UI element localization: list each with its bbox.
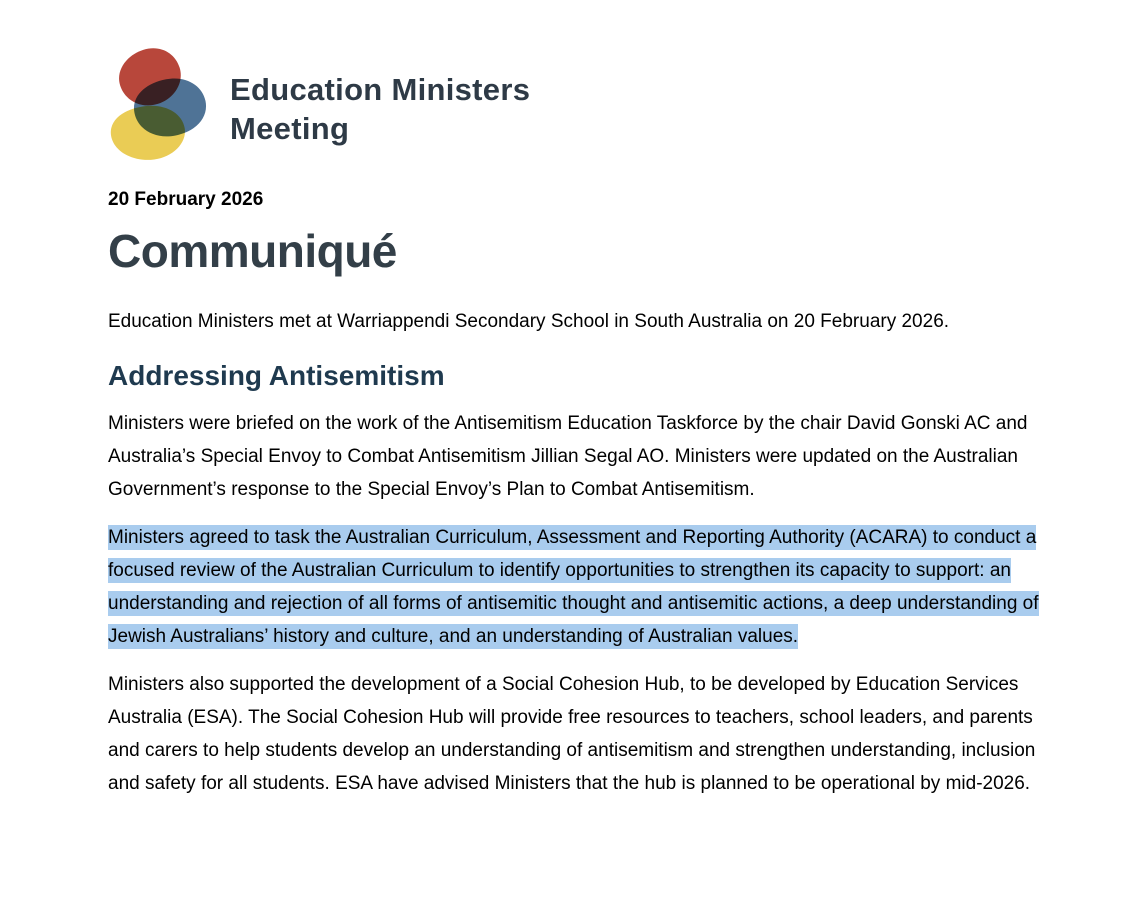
paragraph-acara-review bbox=[108, 521, 1058, 653]
document-date: 20 February 2026 bbox=[108, 189, 264, 210]
intro-paragraph: Education Ministers met at Warriappendi Secondary School in South Australia on 20 February 2026. bbox=[108, 311, 950, 332]
org-name-line1: Education Ministers bbox=[230, 72, 531, 107]
selected-text[interactable]: Ministers agreed to task the Australian Curriculum, Assessment and Reporting Authority (ACARA) to conduct a focused review of the Australian Curriculum to identify opportunities to strengthen its capacity to support: an understanding and rejection of all forms of antisemitic thought and antisemitic actions, a deep understanding of Jewish Australians’ history and culture, and an understanding of Australian values. bbox=[108, 527, 1039, 647]
org-logo bbox=[108, 44, 1058, 166]
logo-pebbles-icon bbox=[108, 44, 224, 166]
document-title: Communiqué bbox=[108, 225, 397, 277]
paragraph-social-cohesion-hub: Ministers also supported the development of a Social Cohesion Hub, to be developed by Education Services Australia (ESA). The Social Cohesion Hub will provide free resources to teachers, school leaders, and parents and carers to help students develop an understanding of antisemitism and strengthen understanding, inclusion and safety for all students. ESA have advised Ministers that the hub is planned to be operational by mid-2026. bbox=[108, 674, 1036, 794]
org-name bbox=[230, 70, 530, 148]
org-name-line2: Meeting bbox=[230, 111, 350, 146]
paragraph-taskforce-briefing: Ministers were briefed on the work of the Antisemitism Education Taskforce by the chair David Gonski AC and Australia’s Special Envoy to Combat Antisemitism Jillian Segal AO. Ministers were updated on the Australian Government’s response to the Special Envoy’s Plan to Combat Antisemitism. bbox=[108, 413, 1028, 500]
section-heading-addressing-antisemitism: Addressing Antisemitism bbox=[108, 360, 445, 391]
